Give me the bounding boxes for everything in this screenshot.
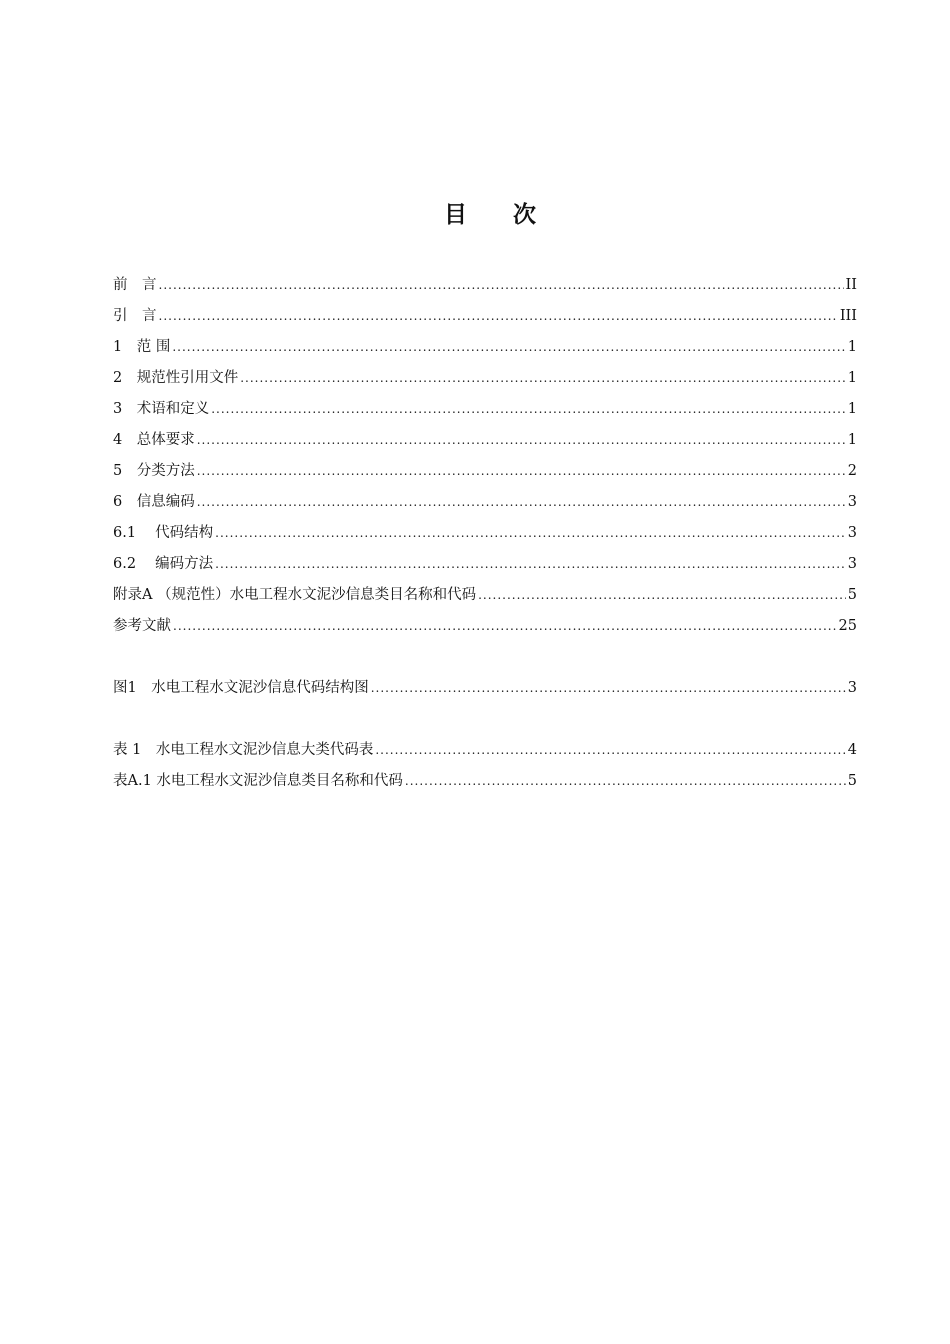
toc-entry-label: 1 范 围 (113, 339, 171, 355)
toc-entry-introduction[interactable] (113, 301, 859, 332)
toc-entry-label: 表A.1 水电工程水文泥沙信息类目名称和代码 (113, 773, 403, 789)
toc-entry-label: 3 术语和定义 (113, 401, 210, 417)
toc-entry-page: 5 (847, 773, 857, 789)
toc-entry-label: 参考文献 (113, 618, 171, 634)
toc-entry-label: 引 言 (113, 308, 157, 324)
toc-entry-label: 前 言 (113, 277, 157, 293)
toc-entry-label: 2 规范性引用文件 (113, 370, 239, 386)
toc-entry-label: 5 分类方法 (113, 463, 195, 479)
toc-entry-page: 25 (838, 618, 857, 634)
toc-entry-code-structure[interactable] (113, 518, 859, 549)
toc-entry-label: 6.1 代码结构 (113, 525, 214, 541)
toc-leader-dots (478, 580, 846, 611)
toc-leader-dots (197, 487, 846, 518)
toc-entry-page: III (839, 308, 857, 324)
toc-leader-dots (197, 425, 846, 456)
table-of-contents (113, 270, 859, 797)
section-gap (113, 642, 859, 673)
toc-entry-page: 1 (847, 432, 857, 448)
toc-entry-label: 6 信息编码 (113, 494, 195, 510)
toc-entry-page: 3 (847, 525, 857, 541)
toc-entry-page: 3 (847, 680, 857, 696)
toc-leader-dots (172, 332, 845, 363)
toc-leader-dots (375, 735, 845, 766)
toc-entry-page: 1 (847, 370, 857, 386)
toc-entry-table-1[interactable] (113, 735, 859, 766)
toc-entry-table-a1[interactable] (113, 766, 859, 797)
toc-entry-label: 4 总体要求 (113, 432, 195, 448)
toc-entry-page: 3 (847, 556, 857, 572)
toc-entry-appendix-a[interactable] (113, 580, 859, 611)
toc-leader-dots (215, 518, 846, 549)
toc-entry-normative-references[interactable] (113, 363, 859, 394)
section-gap (113, 704, 859, 735)
toc-entry-page: 4 (847, 742, 857, 758)
toc-entry-coding[interactable] (113, 487, 859, 518)
toc-entry-bibliography[interactable] (113, 611, 859, 642)
toc-entry-page: II (845, 277, 857, 293)
toc-entry-label: 附录A （规范性）水电工程水文泥沙信息类目名称和代码 (113, 587, 477, 603)
toc-entry-label: 表 1 水电工程水文泥沙信息大类代码表 (113, 742, 374, 758)
page-title: 目 次 (444, 201, 536, 228)
toc-leader-dots (211, 394, 846, 425)
toc-entry-figure-1[interactable] (113, 673, 859, 704)
toc-entry-page: 5 (847, 587, 857, 603)
toc-entry-scope[interactable] (113, 332, 859, 363)
toc-leader-dots (215, 549, 846, 580)
toc-leader-dots (240, 363, 846, 394)
toc-leader-dots (405, 766, 846, 797)
toc-leader-dots (197, 456, 846, 487)
toc-leader-dots (371, 673, 846, 704)
toc-entry-page: 3 (847, 494, 857, 510)
toc-entry-coding-method[interactable] (113, 549, 859, 580)
toc-entry-page: 2 (847, 463, 857, 479)
toc-entry-general-requirements[interactable] (113, 425, 859, 456)
toc-entry-page: 1 (847, 401, 857, 417)
toc-entry-terms[interactable] (113, 394, 859, 425)
toc-entry-page: 1 (847, 339, 857, 355)
toc-leader-dots (173, 611, 837, 642)
toc-entry-label: 6.2 编码方法 (113, 556, 214, 572)
toc-entry-label: 图1 水电工程水文泥沙信息代码结构图 (113, 680, 369, 696)
toc-leader-dots (159, 301, 838, 332)
toc-entry-classification[interactable] (113, 456, 859, 487)
toc-entry-foreword[interactable] (113, 270, 859, 301)
toc-leader-dots (159, 270, 844, 301)
